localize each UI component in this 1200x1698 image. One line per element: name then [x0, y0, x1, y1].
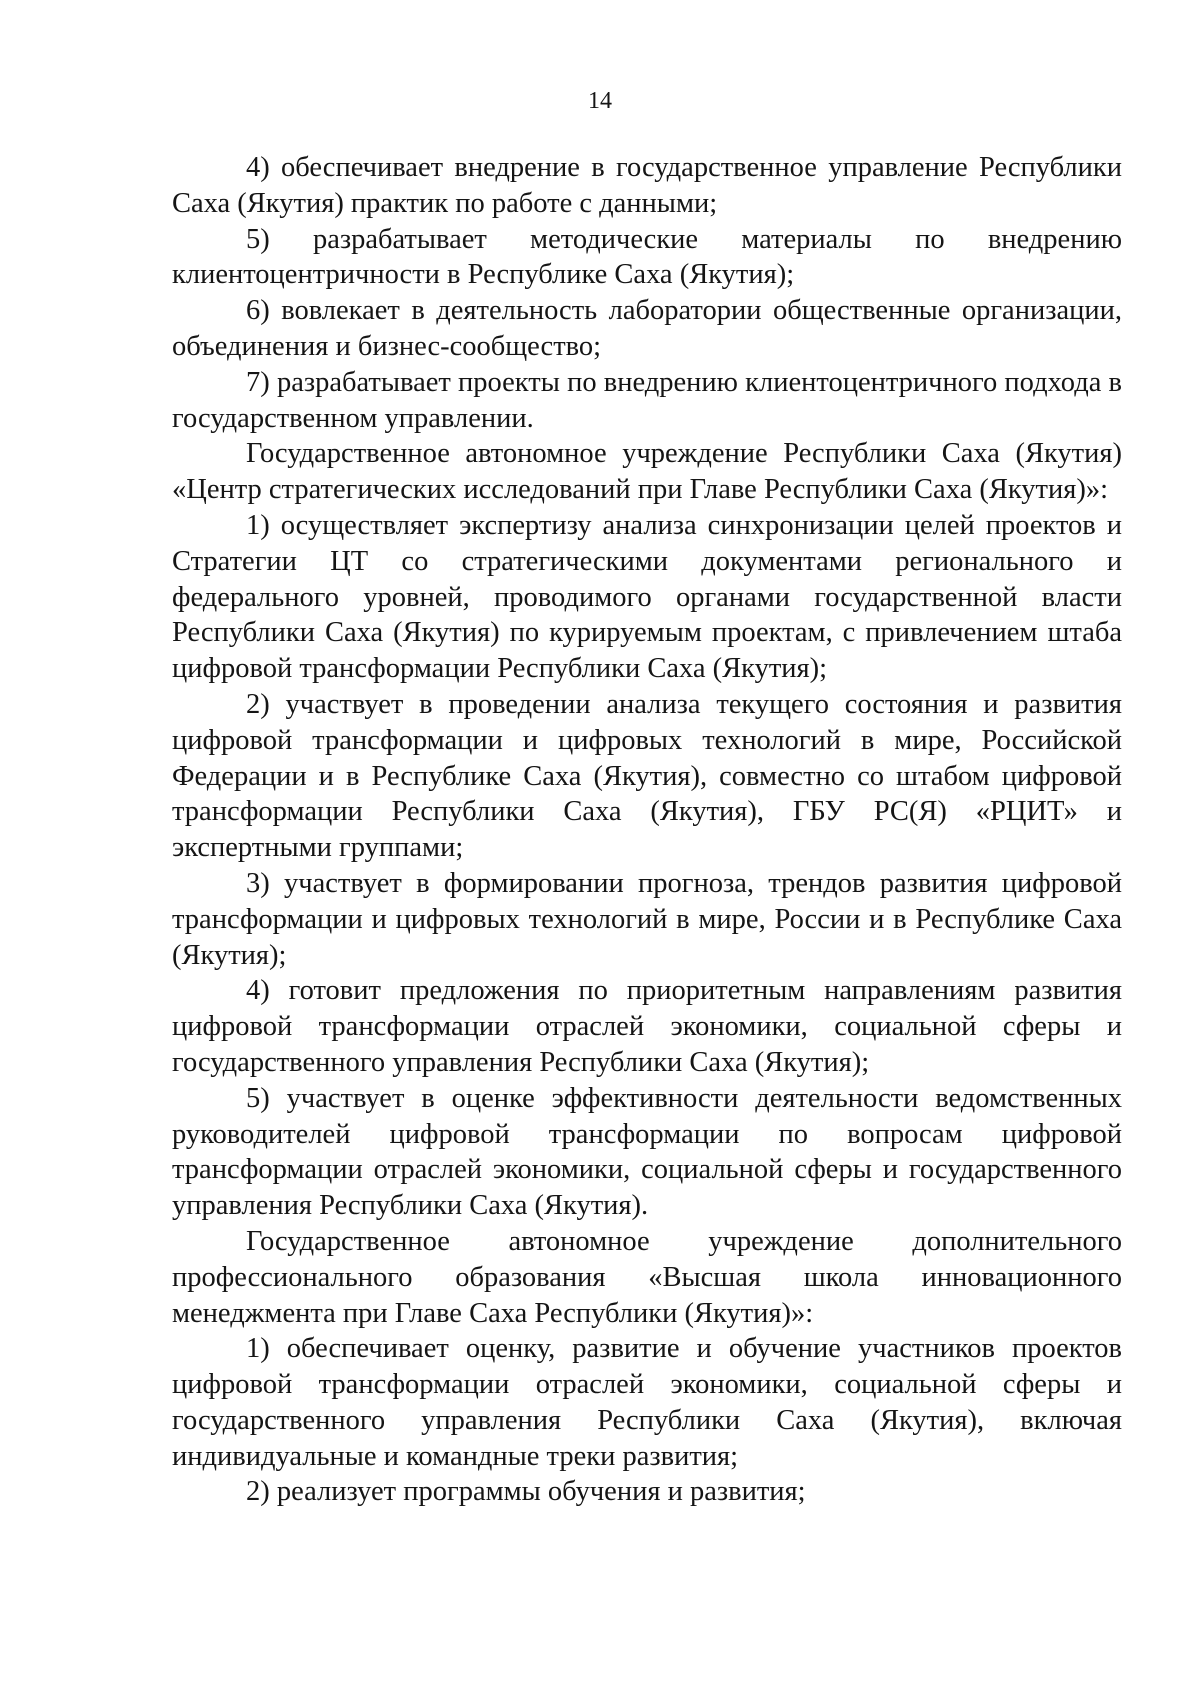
paragraph-school-item-1: 1) обеспечивает оценку, развитие и обучение участников проектов цифровой трансформации отраслей экономики, социальной сферы и государственного управления Республики Саха (Якутия), включая индивидуальные и командные треки развития;	[172, 1333, 1122, 1472]
paragraph-item-4-data-practices: 4) обеспечивает внедрение в государственное управление Республики Саха (Якутия) практик по работе с данными;	[172, 152, 1122, 219]
paragraph-strategic-research-center-heading: Государственное автономное учреждение Республики Саха (Якутия) «Центр стратегических исследований при Главе Республики Саха (Якутия)»:	[172, 438, 1122, 506]
paragraph-strategic-item-2: 2) участвует в проведении анализа текущего состояния и развития цифровой трансформации и цифровых технологий в мире, Российской Федерации и в Республике Саха (Якутия), совместно со штабом цифровой трансформации Республики Саха (Якутия), ГБУ РС(Я) «РЦИТ» и экспертными группами;	[172, 688, 1122, 864]
paragraph-item-7-client-centric-projects: 7) разрабатывает проекты по внедрению клиентоцентричного подхода в государственном управлении.	[172, 366, 1122, 434]
page-number: 14	[588, 88, 612, 114]
paragraph-school-item-2: 2) реализует программы обучения и развития;	[246, 1476, 806, 1508]
paragraph-innovation-school-heading: Государственное автономное учреждение дополнительного профессионального образования «Высшая школа инновационного менеджмента при Главе Саха Республики (Якутия)»:	[172, 1225, 1122, 1329]
paragraph-item-5-methodical-materials: 5) разрабатывает методические материалы по внедрению клиентоцентричности в Республике Саха (Якутия);	[172, 223, 1122, 291]
paragraph-strategic-item-4: 4) готовит предложения по приоритетным направлениям развития цифровой трансформации отраслей экономики, социальной сферы и государственного управления Республики Саха (Якутия);	[172, 975, 1122, 1078]
paragraph-item-6-engagement: 6) вовлекает в деятельность лаборатории общественные организации, объединения и бизнес-сообщество;	[172, 295, 1122, 362]
paragraph-strategic-item-3: 3) участвует в формировании прогноза, трендов развития цифровой трансформации и цифровых технологий в мире, России и в Республике Саха (Якутия);	[172, 867, 1122, 971]
paragraph-strategic-item-5: 5) участвует в оценке эффективности деятельности ведомственных руководителей цифровой трансформации по вопросам цифровой трансформации отраслей экономики, социальной сферы и государственного управления Республики Саха (Якутия).	[172, 1082, 1122, 1222]
document-body	[172, 150, 1122, 1510]
paragraph-strategic-item-1: 1) осуществляет экспертизу анализа синхронизации целей проектов и Стратегии ЦТ со стратегическими документами регионального и федерального уровней, проводимого органами государственной власти Республики Саха (Якутия) по курируемым проектам, с привлечением штаба цифровой трансформации Республики Саха (Якутия);	[172, 509, 1122, 685]
